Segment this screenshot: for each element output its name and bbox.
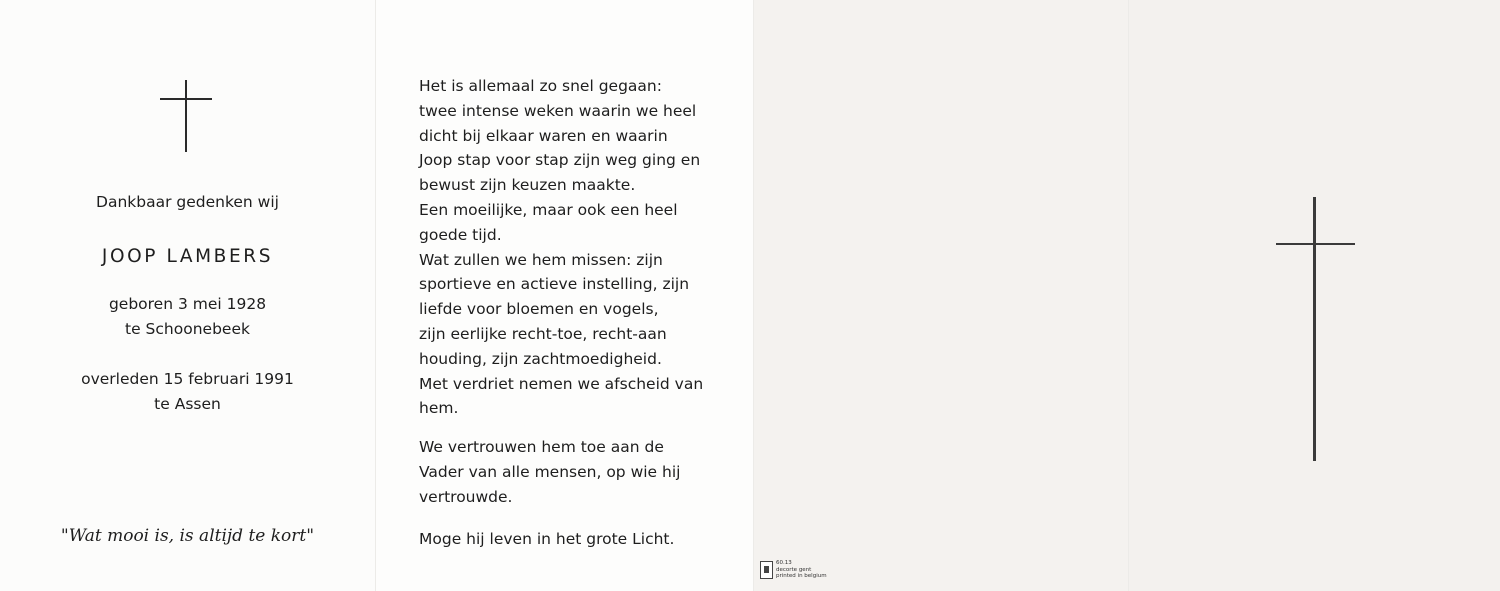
verse-line: bewust zijn keuzen maakte.	[419, 176, 636, 195]
verse-closing: Moge hij leven in het grote Licht.	[419, 530, 675, 548]
verse-line: liefde voor bloemen en vogels,	[419, 300, 659, 319]
cross-icon	[160, 80, 212, 152]
intro-text: Dankbaar gedenken wij	[96, 193, 279, 211]
birth-date: geboren 3 mei 1928	[108, 295, 267, 313]
verse-line: Wat zullen we hem missen: zijn	[419, 250, 663, 269]
verse-line: Vader van alle mensen, op wie hij	[419, 462, 681, 481]
imprint-printer: decorte gent	[776, 566, 812, 573]
verse-line: goede tijd.	[419, 225, 502, 244]
verse-paragraph-2	[419, 435, 680, 509]
verse-line: Met verdriet nemen we afscheid van	[419, 374, 704, 393]
verse-line: zijn eerlijke recht-toe, recht-aan	[419, 324, 667, 343]
imprint-origin: printed in belgium	[776, 573, 827, 579]
fold-line	[375, 0, 376, 591]
verse-line: sportieve en actieve instelling, zijn	[419, 275, 690, 294]
verse-line: Het is allemaal zo snel gegaan:	[419, 77, 662, 95]
verse-line: We vertrouwen hem toe aan de	[419, 438, 664, 456]
verse-paragraph-1	[419, 74, 703, 421]
verse-line: Joop stap voor stap zijn weg ging en	[419, 151, 701, 170]
panel-back-left	[753, 0, 1128, 591]
large-cross-icon	[1276, 197, 1355, 461]
verse-line: dicht bij elkaar waren en waarin	[419, 126, 668, 145]
fold-line	[1128, 0, 1129, 591]
fold-line	[753, 0, 754, 591]
printer-logo-icon	[760, 561, 773, 579]
death-place: te Assen	[154, 395, 221, 413]
verse-line: houding, zijn zachtmoedigheid.	[419, 349, 662, 368]
verse-line: Een moeilijke, maar ook een heel	[419, 200, 678, 219]
birth-place: te Schoonebeek	[125, 320, 250, 338]
quote: "Wat mooi is, is altijd te kort"	[60, 526, 315, 546]
printer-imprint	[760, 560, 840, 584]
death-date: overleden 15 februari 1991	[81, 370, 294, 388]
verse-line: vertrouwde.	[419, 487, 513, 506]
verse-line: twee intense weken waarin we heel	[419, 101, 697, 120]
deceased-name: JOOP LAMBERS	[101, 246, 274, 267]
imprint-code: 60.13	[776, 560, 792, 566]
verse-line: hem.	[419, 399, 459, 418]
